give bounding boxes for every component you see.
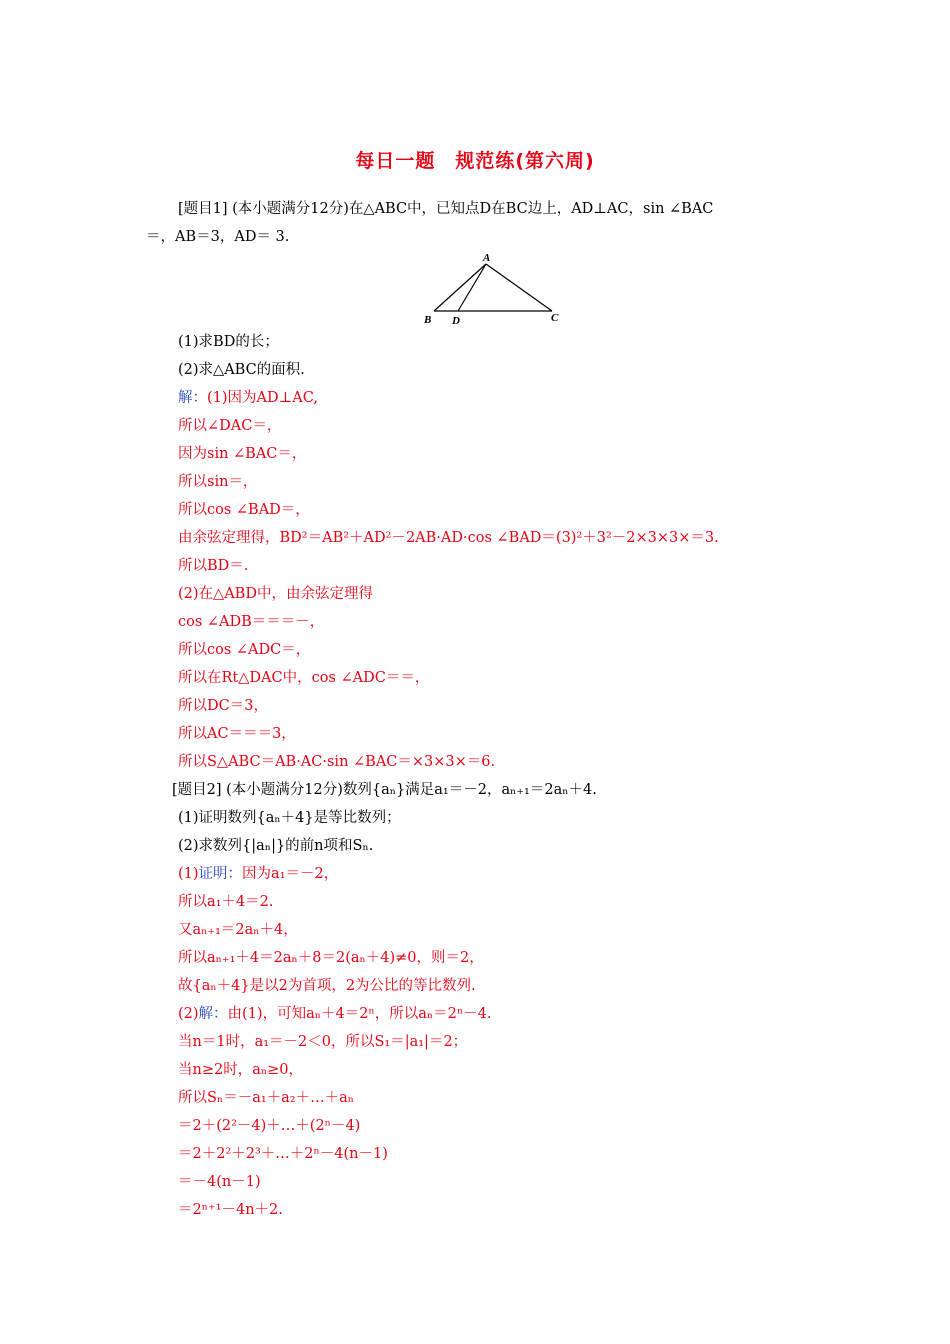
line-text: ＝2＋2²＋2³＋…＋2ⁿ－4(n－1) <box>178 1146 388 1162</box>
text-line <box>178 1144 388 1164</box>
line-text: (1)求BD的长； <box>178 334 279 350</box>
line-text: (2)求△ABC的面积. <box>178 362 305 378</box>
text-line <box>178 1200 283 1220</box>
text-line <box>178 360 305 380</box>
text-line <box>178 584 373 604</box>
text-line <box>178 1172 261 1192</box>
line-text: ＝－4(n－1) <box>178 1174 261 1190</box>
line-text: 故{aₙ＋4}是以2为首项，2为公比的等比数列. <box>178 978 476 994</box>
vertex-label-d: D <box>452 315 460 327</box>
line-text: 所以cos ∠BAD＝， <box>178 502 310 518</box>
line-text: 所以DC＝3， <box>178 698 268 714</box>
line-text: 所以BD＝. <box>178 558 249 574</box>
text-line <box>178 1032 467 1052</box>
line-text: [题目1] (本小题满分12分)在△ABC中，已知点D在BC边上，AD⊥AC，sin ∠BAC <box>178 201 714 217</box>
line-text: 由余弦定理得，BD²＝AB²＋AD²－2AB·AD·cos ∠BAD＝(3)²＋3²－2×3×3×＝3. <box>178 530 719 546</box>
line-text: 因为sin ∠BAC＝， <box>178 446 307 462</box>
text-line <box>178 500 310 520</box>
solution-marker: 证明： <box>198 866 243 882</box>
vertex-label-c: C <box>551 312 559 324</box>
text-line <box>178 752 495 772</box>
line-text: (2)求数列{|aₙ|}的前n项和Sₙ. <box>178 838 374 854</box>
line-text: (1)因为AD⊥AC, <box>207 390 318 406</box>
text-line <box>178 920 298 940</box>
text-line <box>178 199 713 219</box>
line-text: 所以a₁＋4＝2. <box>178 894 274 910</box>
text-line <box>178 528 719 548</box>
page-title: 每日一题 规范练(第六周) <box>355 150 595 172</box>
line-text: cos ∠ADB＝＝＝－， <box>178 614 325 630</box>
text-line <box>178 444 306 464</box>
side-ab <box>434 264 486 311</box>
text-line <box>178 556 248 576</box>
text-line <box>178 696 268 716</box>
triangle-figure <box>420 250 570 330</box>
text-line <box>178 836 373 856</box>
text-line <box>178 1060 303 1080</box>
vertex-label-b: B <box>424 314 432 326</box>
text-line <box>178 472 257 492</box>
line-text: 当n≥2时，aₙ≥0， <box>178 1062 304 1078</box>
line-text: (1)证明数列{aₙ＋4}是等比数列； <box>178 810 401 826</box>
line-text: 所以∠DAC＝， <box>178 418 282 434</box>
text-line <box>178 388 318 408</box>
vertex-label-a: A <box>483 252 491 264</box>
text-line <box>178 724 296 744</box>
line-text: 所以AC＝＝＝3， <box>178 726 296 742</box>
line-text: ＝，AB＝3，AD＝ 3. <box>146 229 290 245</box>
line-lead: (2) <box>178 1006 199 1022</box>
text-line <box>178 1004 491 1024</box>
text-line <box>172 780 597 800</box>
text-line <box>178 332 279 352</box>
text-line <box>178 948 484 968</box>
line-text: 所以cos ∠ADC＝， <box>178 642 311 658</box>
text-line <box>178 1116 360 1136</box>
text-line <box>178 416 281 436</box>
text-line <box>178 892 274 912</box>
text-line <box>178 808 401 828</box>
line-text: 所以在Rt△DAC中，cos ∠ADC＝＝， <box>178 670 430 686</box>
line-text: 所以aₙ₊₁＋4＝2aₙ＋8＝2(aₙ＋4)≠0，则＝2， <box>178 950 484 966</box>
line-text: 所以sin＝， <box>178 474 258 490</box>
solution-marker: 解： <box>198 1006 228 1022</box>
text-line <box>178 640 310 660</box>
line-text: 所以S△ABC＝AB·AC·sin ∠BAC＝×3×3×＝6. <box>178 754 496 770</box>
line-text: 因为a₁＝－2， <box>242 866 339 882</box>
line-text: 又aₙ₊₁＝2aₙ＋4， <box>178 922 298 938</box>
text-line <box>178 864 338 884</box>
text-line <box>146 227 289 247</box>
line-text: [题目2] (本小题满分12分)数列{aₙ}满足a₁＝－2，aₙ₊₁＝2aₙ＋4. <box>172 782 597 798</box>
text-line <box>178 1088 354 1108</box>
text-line <box>178 976 476 996</box>
text-line <box>178 612 324 632</box>
line-text: ＝2＋(2²－4)＋…＋(2ⁿ－4) <box>178 1118 361 1134</box>
line-text: 由(1)，可知aₙ＋4＝2ⁿ，所以aₙ＝2ⁿ－4. <box>227 1006 492 1022</box>
side-ac <box>486 264 552 311</box>
solution-marker: 解： <box>178 390 207 406</box>
line-lead: (1) <box>178 866 199 882</box>
line-text: 当n＝1时，a₁＝－2＜0，所以S₁＝|a₁|＝2； <box>178 1034 468 1050</box>
segment-ad <box>458 264 486 311</box>
line-text: ＝2ⁿ⁺¹－4n＋2. <box>178 1202 283 1218</box>
text-line <box>178 668 429 688</box>
line-text: 所以Sₙ＝－a₁＋a₂＋…＋aₙ <box>178 1090 355 1106</box>
line-text: (2)在△ABD中，由余弦定理得 <box>178 586 373 602</box>
